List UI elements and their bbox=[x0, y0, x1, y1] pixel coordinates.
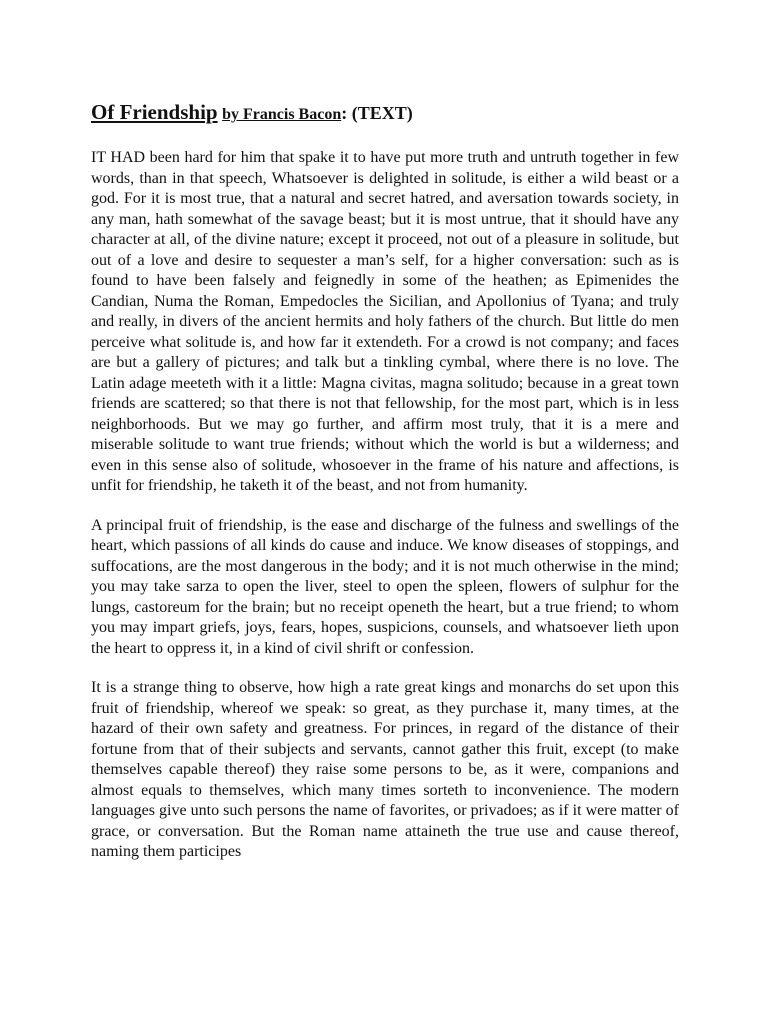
paragraph-3: It is a strange thing to observe, how high a rate great kings and monarchs do set upon this fruit of friendship, whereof we speak: so great, as they purchase it, many times, at the hazard of their own safety and greatness. For princes, in regard of the distance of their fortune from that of their subjects and servants, cannot gather this fruit, except (to make themselves capable thereof) they raise some persons to be, as it were, companions and almost equals to themselves, which many times sorteth to inconvenience. The modern languages give unto such persons the name of favorites, or privadoes; as if it were matter of grace, or conversation. But the Roman name attaineth the true use and cause thereof, naming them participes bbox=[91, 679, 679, 860]
title-suffix: (TEXT) bbox=[347, 103, 413, 123]
document-title bbox=[91, 94, 679, 129]
title-byline: by Francis Bacon bbox=[222, 106, 342, 123]
title-main: Of Friendship bbox=[91, 100, 218, 124]
paragraph-2: A principal fruit of friendship, is the ease and discharge of the fulness and swellings of the heart, which passions of all kinds do cause and induce. We know diseases of stoppings, and suffocations, are the most dangerous in the body; and it is not much otherwise in the mind; you may take sarza to open the liver, steel to open the spleen, flowers of sulphur for the lungs, castoreum for the brain; but no receipt openeth the heart, but a true friend; to whom you may impart griefs, joys, fears, hopes, suspicions, counsels, and whatsoever lieth upon the heart to oppress it, in a kind of civil shrift or confession. bbox=[91, 516, 679, 657]
paragraph-1: IT HAD been hard for him that spake it to have put more truth and untruth together in few words, than in that speech, Whatsoever is delighted in solitude, is either a wild beast or a god. For it is most true, that a natural and secret hatred, and aversation towards society, in any man, hath somewhat of the savage beast; but it is most untrue, that it should have any character at all, of the divine nature; except it proceed, not out of a pleasure in solitude, but out of a love and desire to sequester a man’s self, for a higher conversation: such as is found to have been falsely and feignedly in some of the heathen; as Epimenides the Candian, Numa the Roman, Empedocles the Sicilian, and Apollonius of Tyana; and truly and really, in divers of the ancient hermits and holy fathers of the church. But little do men perceive what solitude is, and how far it extendeth. For a crowd is not company; and faces are but a gallery of pictures; and talk but a tinkling cymbal, where there is no love. The Latin adage meeteth with it a little: Magna civitas, magna solitudo; because in a great town friends are scattered; so that there is not that fellowship, for the most part, which is in less neighborhoods. But we may go further, and affirm most truly, that it is a mere and miserable solitude to want true friends; without which the world is but a wilderness; and even in this sense also of solitude, whosoever in the frame of his nature and affections, is unfit for friendship, he taketh it of the beast, and not from humanity. bbox=[91, 149, 679, 494]
document-body bbox=[91, 94, 679, 882]
title-separator: : bbox=[341, 103, 348, 123]
